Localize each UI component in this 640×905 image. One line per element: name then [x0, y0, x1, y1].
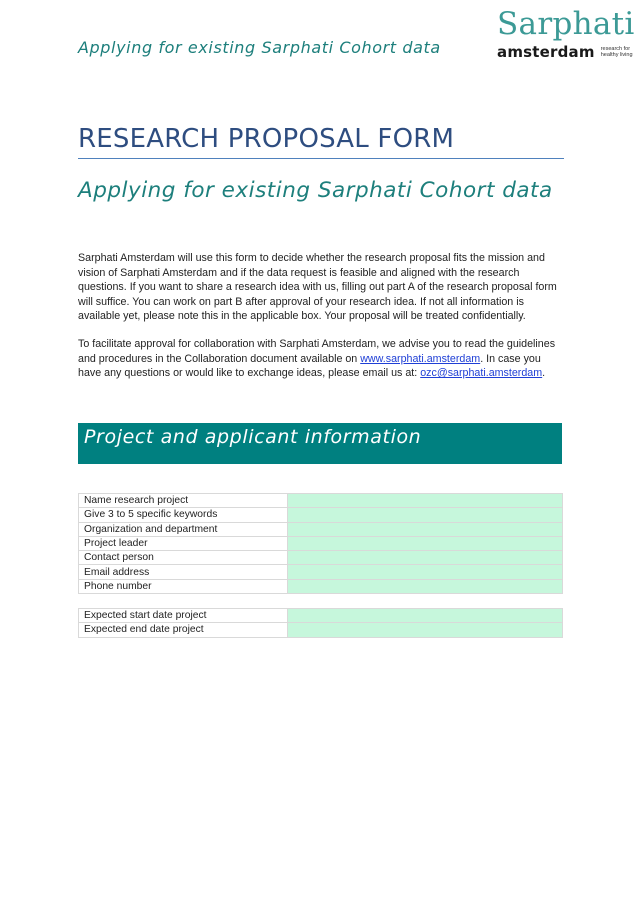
form-subtitle: Applying for existing Sarphati Cohort data — [78, 178, 553, 203]
intro-paragraph-2 — [78, 337, 564, 381]
table-row — [79, 565, 563, 579]
field-label: Email address — [79, 565, 288, 579]
field-label: Phone number — [79, 579, 288, 593]
intro-paragraph-2-text-b: . In case you have any questions or would like to exchange ideas, please email us at: — [78, 352, 541, 380]
start-date-field[interactable] — [288, 609, 563, 623]
table-row — [79, 623, 563, 637]
table-row — [79, 536, 563, 550]
header-tagline: Applying for existing Sarphati Cohort data — [78, 38, 441, 57]
phone-number-field[interactable] — [288, 579, 563, 593]
section-banner — [78, 423, 562, 464]
name-research-project-field[interactable] — [288, 494, 563, 508]
form-title: RESEARCH PROPOSAL FORM — [78, 124, 455, 154]
field-label: Give 3 to 5 specific keywords — [79, 508, 288, 522]
contact-person-field[interactable] — [288, 551, 563, 565]
field-label: Name research project — [79, 494, 288, 508]
end-date-field[interactable] — [288, 623, 563, 637]
website-link[interactable]: www.sarphati.amsterdam — [360, 352, 481, 365]
intro-paragraph-2-text-c: . — [542, 367, 546, 380]
table-row — [79, 494, 563, 508]
table-row — [79, 609, 563, 623]
table-row — [79, 522, 563, 536]
table-row — [79, 551, 563, 565]
table-row — [79, 579, 563, 593]
intro-paragraph-1: Sarphati Amsterdam will use this form to decide whether the research proposal fits the mission and vision of Sarphati Amsterdam and if the data request is feasible and aligned with the research questions. If you want to share a research idea with us, filling out part A of the research proposal form will suffice. You can work on part B after approval of your research idea. If not all information is available yet, please note this in the applicable box. Your proposal will be treated confidentially. — [78, 252, 557, 323]
intro-paragraph-2-text-a: To facilitate approval for collaboration with Sarphati Amsterdam, we advise you to read the guidelines and procedures in the Collaboration document available on — [78, 338, 556, 365]
field-label: Expected end date project — [79, 623, 288, 637]
field-label: Organization and department — [79, 522, 288, 536]
title-divider — [78, 158, 564, 159]
email-link[interactable]: ozc@sarphati.amsterdam — [420, 367, 543, 380]
logo-name: Sarphati — [497, 6, 635, 42]
applicant-info-table — [78, 493, 563, 594]
field-label: Contact person — [79, 551, 288, 565]
keywords-field[interactable] — [288, 508, 563, 522]
organization-field[interactable] — [288, 522, 563, 536]
logo-city: amsterdam — [497, 43, 595, 61]
email-address-field[interactable] — [288, 565, 563, 579]
project-leader-field[interactable] — [288, 536, 563, 550]
field-label: Project leader — [79, 536, 288, 550]
logo-tagline: research for healthy living — [600, 46, 633, 58]
project-dates-table — [78, 608, 563, 638]
sarphati-logo — [497, 7, 633, 67]
logo-bottom — [497, 43, 633, 61]
field-label: Expected start date project — [79, 609, 288, 623]
table-row — [79, 508, 563, 522]
section-title: Project and applicant information — [84, 426, 422, 448]
